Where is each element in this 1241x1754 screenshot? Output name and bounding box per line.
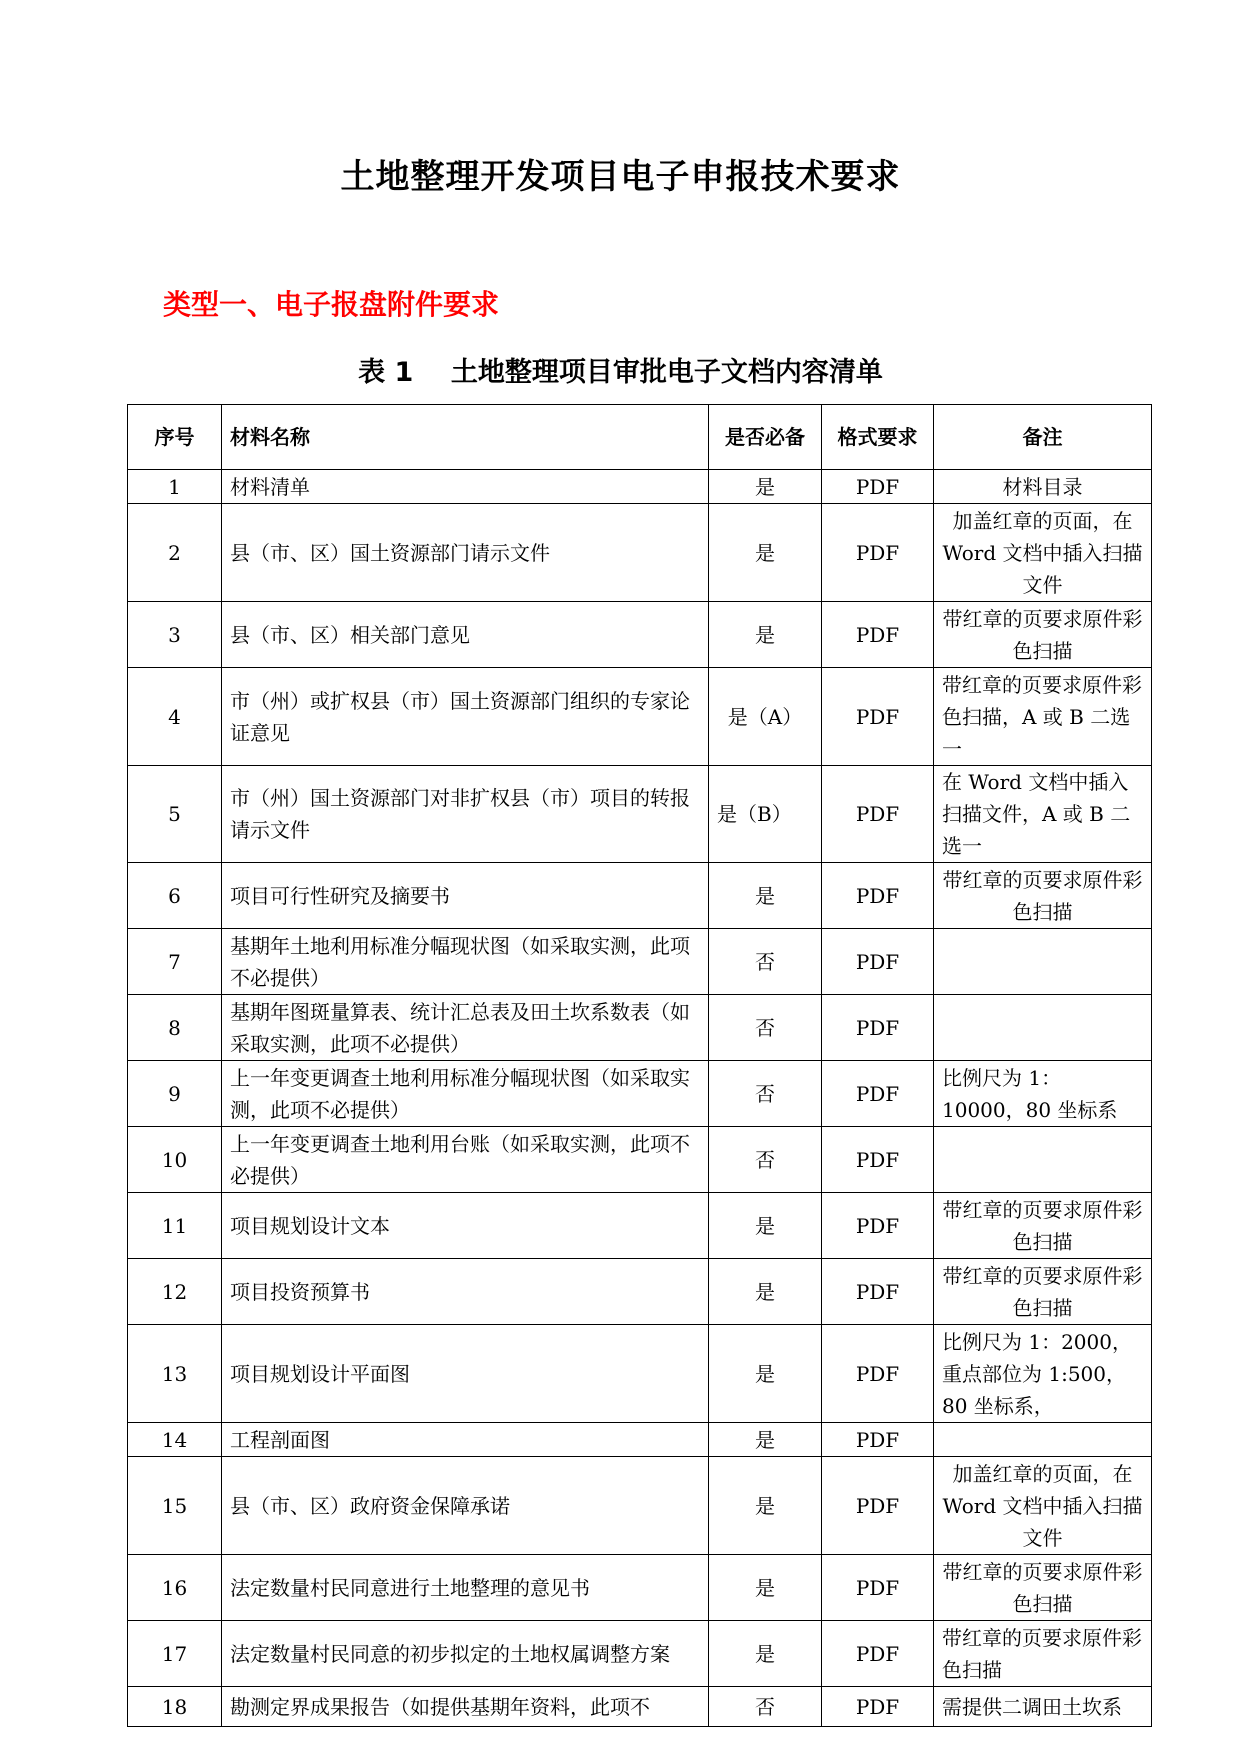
row-remarks: 带红章的页要求原件彩色扫描 xyxy=(934,863,1152,929)
row-name: 工程剖面图 xyxy=(222,1423,709,1457)
table-row xyxy=(128,1423,1152,1457)
row-no: 17 xyxy=(128,1621,222,1687)
row-name: 项目可行性研究及摘要书 xyxy=(222,863,709,929)
row-format: PDF xyxy=(822,1457,934,1555)
row-remarks: 需提供二调田土坎系 xyxy=(934,1687,1152,1727)
table-row xyxy=(128,929,1152,995)
table-row xyxy=(128,1621,1152,1687)
table-row xyxy=(128,1325,1152,1423)
row-remarks: 带红章的页要求原件彩色扫描，A 或 B 二选一 xyxy=(934,668,1152,766)
table-row xyxy=(128,1555,1152,1621)
row-remarks: 材料目录 xyxy=(934,470,1152,504)
table-row xyxy=(128,470,1152,504)
row-remarks xyxy=(934,1127,1152,1193)
document-title: 土地整理开发项目电子申报技术要求 xyxy=(340,157,901,197)
row-required: 是（A） xyxy=(709,668,822,766)
row-name: 基期年图斑量算表、统计汇总表及田土坎系数表（如采取实测，此项不必提供） xyxy=(222,995,709,1061)
row-remarks: 带红章的页要求原件彩色扫描 xyxy=(934,1259,1152,1325)
row-name: 项目投资预算书 xyxy=(222,1259,709,1325)
row-no: 11 xyxy=(128,1193,222,1259)
row-required: 否 xyxy=(709,929,822,995)
row-no: 15 xyxy=(128,1457,222,1555)
header-name: 材料名称 xyxy=(222,405,709,470)
row-remarks: 在 Word 文档中插入扫描文件，A 或 B 二选一 xyxy=(934,766,1152,863)
header-format: 格式要求 xyxy=(822,405,934,470)
row-required: 否 xyxy=(709,1061,822,1127)
row-name: 勘测定界成果报告（如提供基期年资料，此项不 xyxy=(222,1687,709,1727)
row-name: 法定数量村民同意的初步拟定的土地权属调整方案 xyxy=(222,1621,709,1687)
row-name: 市（州）国土资源部门对非扩权县（市）项目的转报请示文件 xyxy=(222,766,709,863)
row-format: PDF xyxy=(822,1259,934,1325)
row-required: 是 xyxy=(709,1555,822,1621)
table-row xyxy=(128,668,1152,766)
header-remarks: 备注 xyxy=(934,405,1152,470)
row-no: 5 xyxy=(128,766,222,863)
section-heading: 类型一、电子报盘附件要求 xyxy=(163,288,500,321)
table-row xyxy=(128,995,1152,1061)
row-remarks: 带红章的页要求原件彩色扫描 xyxy=(934,602,1152,668)
table-header-row xyxy=(128,405,1152,470)
row-no: 7 xyxy=(128,929,222,995)
row-format: PDF xyxy=(822,470,934,504)
row-format: PDF xyxy=(822,504,934,602)
row-no: 10 xyxy=(128,1127,222,1193)
row-no: 3 xyxy=(128,602,222,668)
row-remarks: 带红章的页要求原件彩色扫描 xyxy=(934,1555,1152,1621)
table-row xyxy=(128,1061,1152,1127)
row-no: 9 xyxy=(128,1061,222,1127)
row-no: 16 xyxy=(128,1555,222,1621)
row-format: PDF xyxy=(822,766,934,863)
row-name: 市（州）或扩权县（市）国土资源部门组织的专家论证意见 xyxy=(222,668,709,766)
row-format: PDF xyxy=(822,1325,934,1423)
row-name: 项目规划设计平面图 xyxy=(222,1325,709,1423)
materials-table xyxy=(127,404,1152,1727)
table-row xyxy=(128,504,1152,602)
row-required: 是 xyxy=(709,602,822,668)
row-format: PDF xyxy=(822,1193,934,1259)
row-format: PDF xyxy=(822,1061,934,1127)
row-no: 2 xyxy=(128,504,222,602)
row-format: PDF xyxy=(822,1621,934,1687)
table-body xyxy=(128,470,1152,1727)
row-name: 法定数量村民同意进行土地整理的意见书 xyxy=(222,1555,709,1621)
row-format: PDF xyxy=(822,1423,934,1457)
table-caption: 表 1 土地整理项目审批电子文档内容清单 xyxy=(358,357,883,388)
row-required: 是 xyxy=(709,1457,822,1555)
row-remarks: 带红章的页要求原件彩色扫描 xyxy=(934,1621,1152,1687)
row-format: PDF xyxy=(822,863,934,929)
row-no: 1 xyxy=(128,470,222,504)
row-required: 是 xyxy=(709,863,822,929)
row-name: 县（市、区）政府资金保障承诺 xyxy=(222,1457,709,1555)
row-name: 材料清单 xyxy=(222,470,709,504)
row-required: 是 xyxy=(709,1193,822,1259)
row-no: 18 xyxy=(128,1687,222,1727)
table-row xyxy=(128,1259,1152,1325)
row-required: 是 xyxy=(709,504,822,602)
row-required: 是 xyxy=(709,470,822,504)
table-row xyxy=(128,1193,1152,1259)
row-required: 是 xyxy=(709,1621,822,1687)
header-required: 是否必备 xyxy=(709,405,822,470)
row-no: 12 xyxy=(128,1259,222,1325)
row-format: PDF xyxy=(822,668,934,766)
row-format: PDF xyxy=(822,1555,934,1621)
row-no: 14 xyxy=(128,1423,222,1457)
row-required: 是 xyxy=(709,1325,822,1423)
row-format: PDF xyxy=(822,602,934,668)
header-no: 序号 xyxy=(128,405,222,470)
row-remarks: 加盖红章的页面，在 Word 文档中插入扫描文件 xyxy=(934,504,1152,602)
table-row xyxy=(128,863,1152,929)
row-name: 基期年土地利用标准分幅现状图（如采取实测，此项不必提供） xyxy=(222,929,709,995)
row-remarks: 带红章的页要求原件彩色扫描 xyxy=(934,1193,1152,1259)
row-required: 是（B） xyxy=(709,766,822,863)
row-remarks xyxy=(934,995,1152,1061)
row-name: 上一年变更调查土地利用台账（如采取实测，此项不必提供） xyxy=(222,1127,709,1193)
row-name: 县（市、区）国土资源部门请示文件 xyxy=(222,504,709,602)
row-format: PDF xyxy=(822,1127,934,1193)
table-row xyxy=(128,1687,1152,1727)
table-row xyxy=(128,766,1152,863)
row-required: 否 xyxy=(709,1687,822,1727)
table-row xyxy=(128,1127,1152,1193)
row-remarks xyxy=(934,1423,1152,1457)
row-required: 是 xyxy=(709,1259,822,1325)
row-remarks xyxy=(934,929,1152,995)
row-no: 6 xyxy=(128,863,222,929)
table-row xyxy=(128,1457,1152,1555)
row-name: 上一年变更调查土地利用标准分幅现状图（如采取实测，此项不必提供） xyxy=(222,1061,709,1127)
row-no: 8 xyxy=(128,995,222,1061)
row-format: PDF xyxy=(822,1687,934,1727)
table-row xyxy=(128,602,1152,668)
row-no: 4 xyxy=(128,668,222,766)
row-required: 否 xyxy=(709,995,822,1061)
row-required: 否 xyxy=(709,1127,822,1193)
row-remarks: 加盖红章的页面，在 Word 文档中插入扫描文件 xyxy=(934,1457,1152,1555)
row-remarks: 比例尺为 1：2000，重点部位为 1:500，80 坐标系， xyxy=(934,1325,1152,1423)
row-name: 项目规划设计文本 xyxy=(222,1193,709,1259)
row-name: 县（市、区）相关部门意见 xyxy=(222,602,709,668)
table-header xyxy=(128,405,1152,470)
row-format: PDF xyxy=(822,995,934,1061)
row-no: 13 xyxy=(128,1325,222,1423)
row-required: 是 xyxy=(709,1423,822,1457)
row-format: PDF xyxy=(822,929,934,995)
row-remarks: 比例尺为 1：10000，80 坐标系 xyxy=(934,1061,1152,1127)
